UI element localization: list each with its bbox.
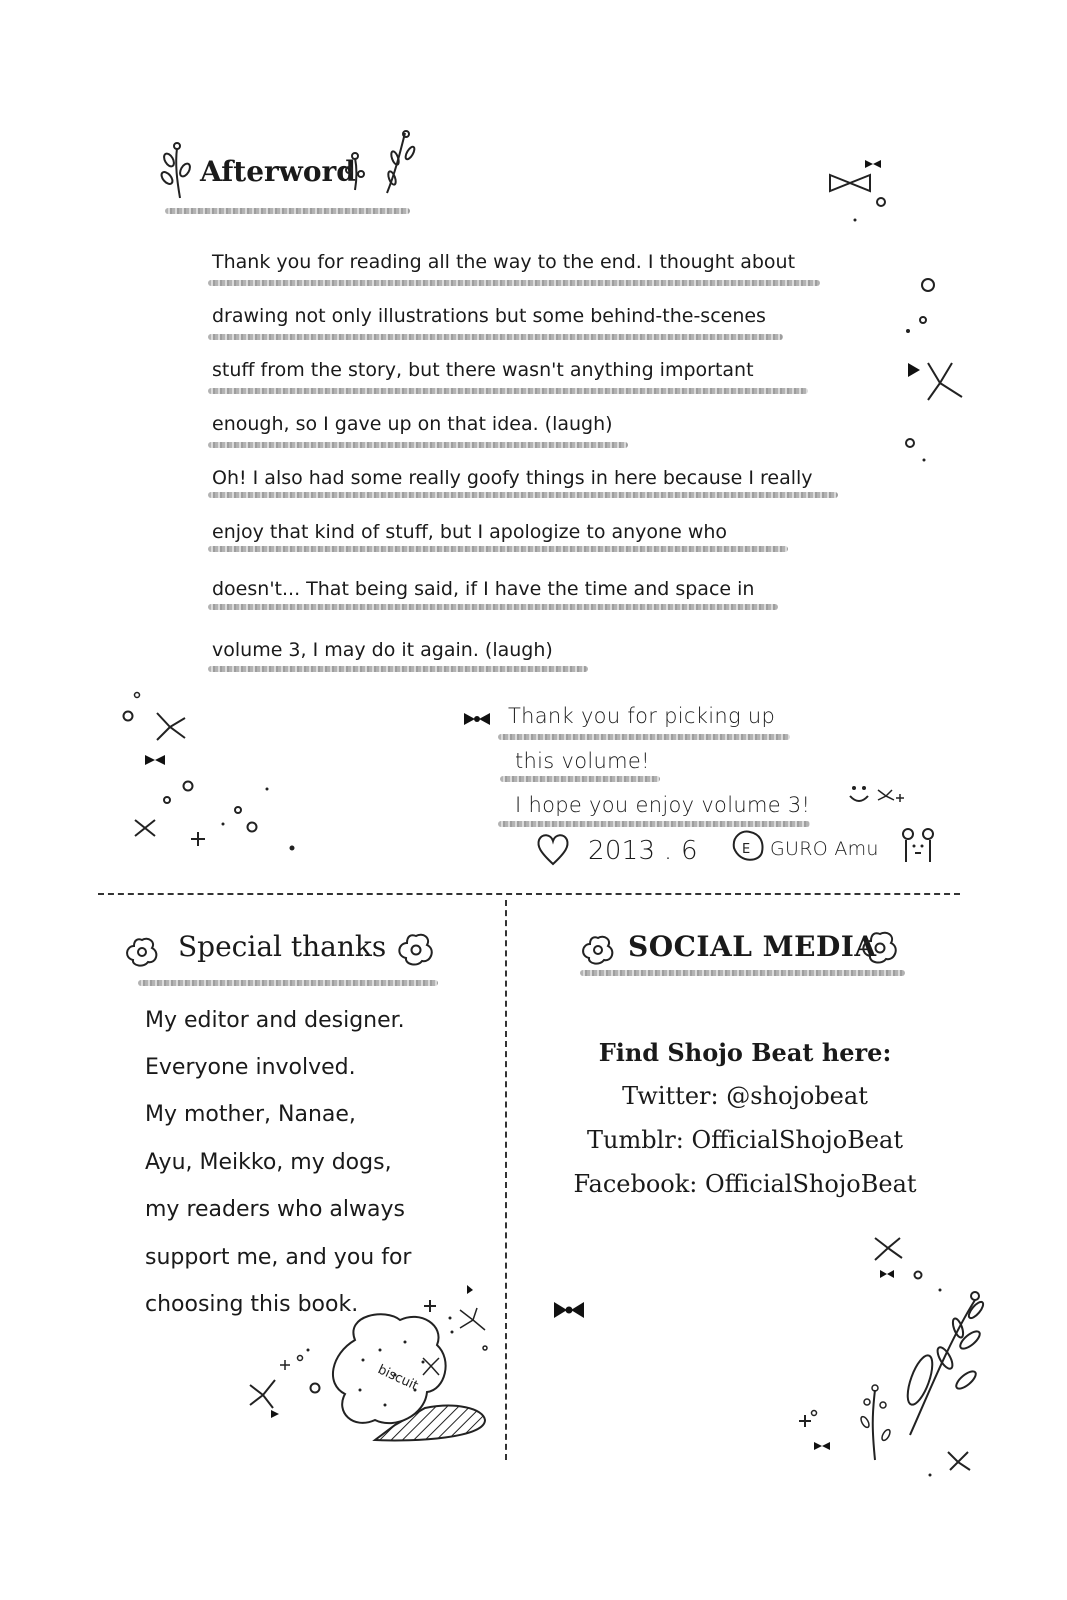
social-media-title: SOCIAL MEDIA (628, 930, 877, 963)
thanks-line: My mother, Nanae, (145, 1102, 356, 1127)
bow-icon (825, 155, 895, 225)
flower-icon (860, 930, 900, 966)
afterword-line: Thank you for reading all the way to the end. I thought about (212, 251, 796, 273)
bear-icon (898, 826, 938, 866)
bow-icon (552, 1300, 586, 1320)
social-tumblr: Tumblr: OfficialShojoBeat (587, 1126, 903, 1154)
note-line: Thank you for picking up (508, 704, 776, 728)
thanks-line: choosing this book. (145, 1292, 359, 1317)
flower-icon (124, 936, 160, 968)
thanks-line: Ayu, Meikko, my dogs, (145, 1150, 392, 1175)
smiley-icon (848, 782, 908, 812)
sprig-icon (790, 1230, 990, 1490)
heart-icon (535, 832, 571, 866)
section-divider-horizontal (98, 893, 960, 895)
afterword-line: volume 3, I may do it again. (laugh) (212, 639, 553, 661)
afterword-line: Oh! I also had some really goofy things in here because I really (212, 467, 813, 489)
sprig-icon (345, 128, 420, 198)
afterword-line: enough, so I gave up on that idea. (laugh) (212, 413, 613, 435)
afterword-line: doesn't... That being said, if I have the time and space in (212, 578, 755, 600)
flower-icon (580, 934, 616, 966)
social-twitter: Twitter: @shojobeat (622, 1082, 868, 1110)
special-thanks-title: Special thanks (178, 930, 387, 963)
thanks-line: My editor and designer. (145, 1008, 405, 1033)
social-facebook: Facebook: OfficialShojoBeat (573, 1170, 917, 1198)
afterword-line: stuff from the story, but there wasn't anything important (212, 359, 754, 381)
svg-text:E: E (742, 842, 751, 857)
social-heading: Find Shojo Beat here: (598, 1038, 892, 1067)
signature-date: 2013 . 6 (588, 836, 698, 866)
thanks-line: Everyone involved. (145, 1055, 356, 1080)
bow-icon (115, 680, 305, 860)
bow-icon (462, 711, 492, 727)
sprig-icon (155, 140, 200, 200)
afterword-line: drawing not only illustrations but some behind-the-scenes (212, 305, 766, 327)
biscuit-illustration (245, 1280, 495, 1450)
signature-face-icon (728, 828, 768, 866)
signature-name: GURO Amu (770, 838, 879, 860)
note-line: this volume! (515, 749, 650, 773)
thanks-line: my readers who always (145, 1197, 405, 1222)
biscuit-label: biscuit (375, 1362, 421, 1394)
flower-icon (396, 932, 436, 968)
afterword-line: enjoy that kind of stuff, but I apologize to anyone who (212, 521, 728, 543)
note-line: I hope you enjoy volume 3! (515, 793, 811, 817)
bow-icon (900, 275, 970, 475)
thanks-line: support me, and you for (145, 1245, 412, 1270)
afterword-title: Afterword (200, 155, 356, 188)
section-divider-vertical (505, 900, 507, 1460)
